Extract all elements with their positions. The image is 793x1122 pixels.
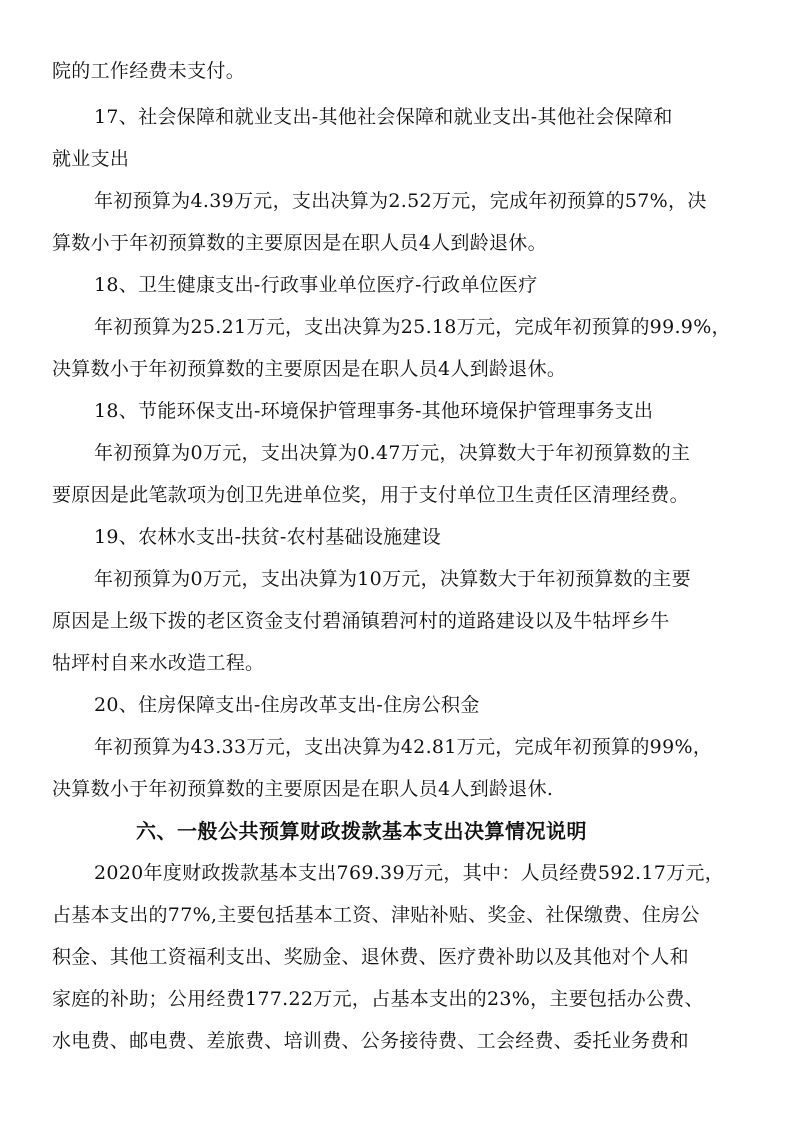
paragraph-line: 年初预算为43.33万元，支出决算为42.81万元，完成年初预算的99%， — [94, 736, 713, 758]
section-heading-19: 19、农林水支出-扶贫-农村基础设施建设 — [94, 526, 442, 548]
section-heading-20: 20、住房保障支出-住房改革支出-住房公积金 — [94, 694, 480, 716]
paragraph-line: 算数小于年初预算数的主要原因是在职人员4人到龄退休。 — [52, 232, 547, 254]
paragraph-line: 家庭的补助；公用经费177.22万元，占基本支出的23%，主要包括办公费、 — [52, 988, 704, 1010]
paragraph-line: 院的工作经费未支付。 — [52, 60, 246, 82]
paragraph-line: 2020年度财政拨款基本支出769.39万元，其中：人员经费592.17万元， — [94, 862, 725, 884]
paragraph-line: 水电费、邮电费、差旅费、培训费、公务接待费、工会经费、委托业务费和 — [52, 1030, 689, 1052]
section-heading-18b: 18、节能环保支出-环境保护管理事务-其他环境保护管理事务支出 — [94, 400, 654, 422]
chapter-heading: 六、一般公共预算财政拨款基本支出决算情况说明 — [136, 819, 587, 843]
paragraph-line: 年初预算为25.21万元，支出决算为25.18万元，完成年初预算的99.9%， — [94, 316, 731, 338]
paragraph-line: 年初预算为4.39万元，支出决算为2.52万元，完成年初预算的57%，决 — [94, 190, 707, 212]
section-heading-17: 17、社会保障和就业支出-其他社会保障和就业支出-其他社会保障和 — [94, 106, 673, 128]
paragraph-line: 就业支出 — [52, 148, 130, 170]
paragraph-line: 年初预算为0万元，支出决算为0.47万元，决算数大于年初预算数的主 — [94, 442, 691, 464]
paragraph-line: 年初预算为0万元，支出决算为10万元，决算数大于年初预算数的主要 — [94, 568, 691, 590]
paragraph-line: 积金、其他工资福利支出、奖励金、退休费、医疗费补助以及其他对个人和 — [52, 946, 689, 968]
section-heading-18a: 18、卫生健康支出-行政事业单位医疗-行政单位医疗 — [94, 274, 538, 296]
paragraph-line: 牯坪村自来水改造工程。 — [52, 652, 265, 674]
paragraph-line: 决算数小于年初预算数的主要原因是在职人员4人到龄退休。 — [52, 358, 567, 380]
paragraph-line: 原因是上级下拨的老区资金支付碧涌镇碧河村的道路建设以及牛牯坪乡牛 — [52, 610, 670, 632]
paragraph-line: 要原因是此笔款项为创卫先进单位奖，用于支付单位卫生责任区清理经费。 — [52, 484, 689, 506]
paragraph-line: 决算数小于年初预算数的主要原因是在职人员4人到龄退休. — [52, 778, 554, 800]
paragraph-line: 占基本支出的77%,主要包括基本工资、津贴补贴、奖金、社保缴费、住房公 — [52, 904, 700, 926]
